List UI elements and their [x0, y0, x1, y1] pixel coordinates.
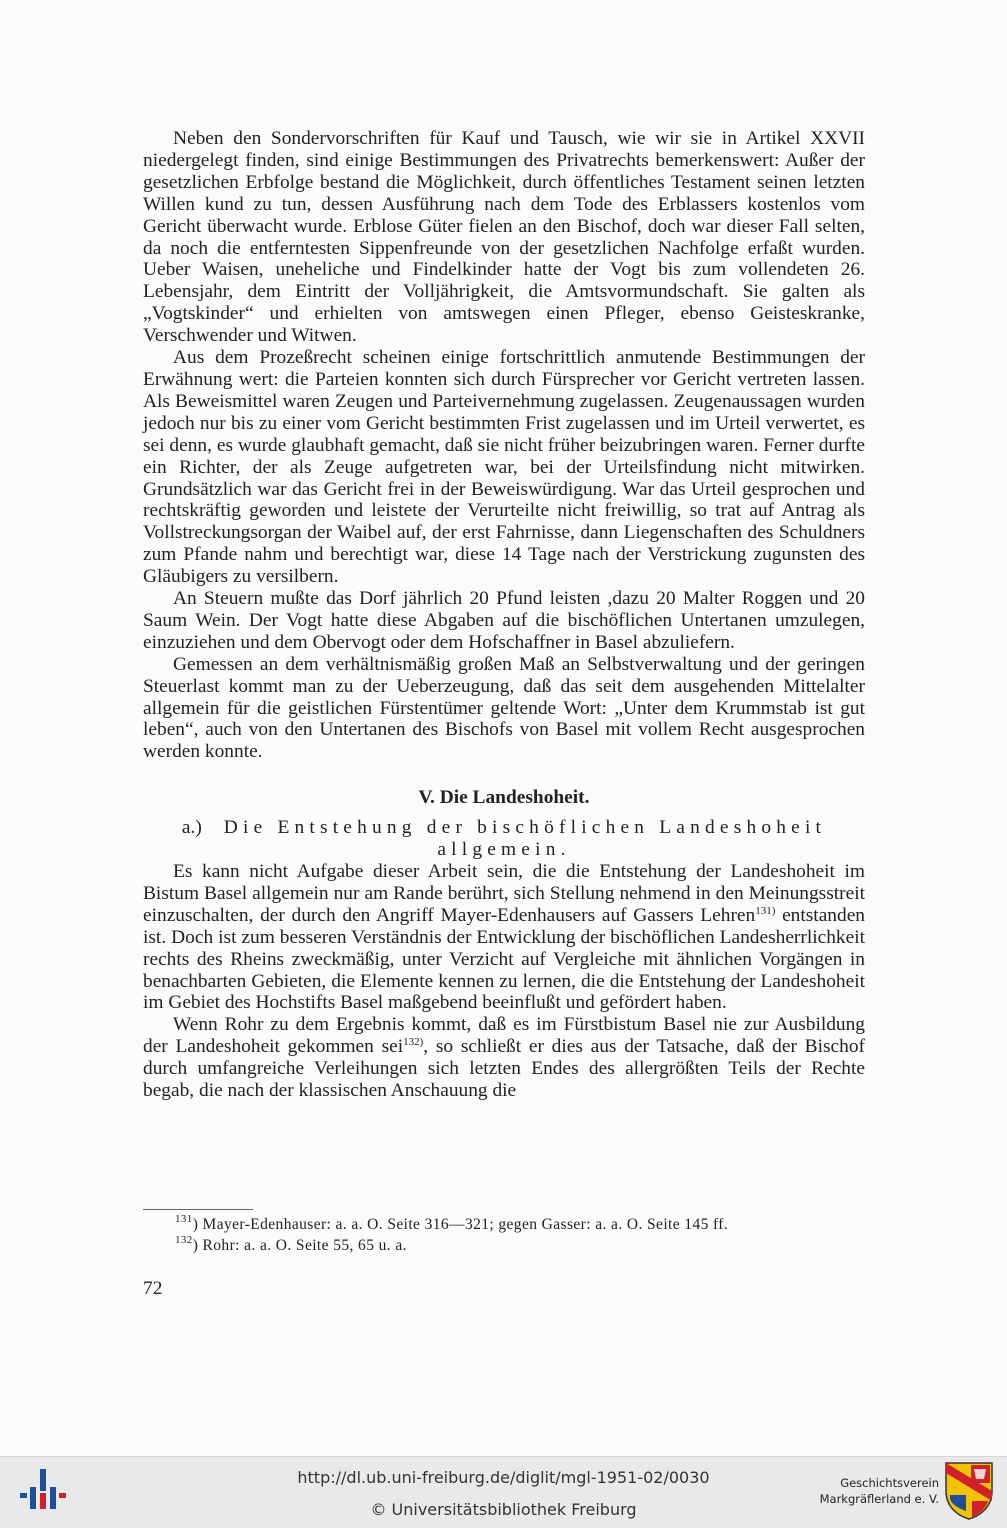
subsection-heading [143, 817, 865, 861]
paragraph-5-text-start: Es kann nicht Aufgabe dieser Arbeit sein, die die Entstehung der Landeshoheit im Bistum Basel allgemein nur am Rande berührt, sich Stellung nehmend in den Meinungsstreit einzuschalten, der durch den Angriff Mayer-Edenhausers auf Gassers Lehren [143, 861, 865, 926]
footnote-text: ) Rohr: a. a. O. Seite 55, 65 u. a. [192, 1237, 407, 1254]
footnote-131 [175, 1214, 865, 1235]
paragraph-1: Neben den Sondervorschriften für Kauf und Tausch, wie wir sie in Artikel XXVII niedergelegt finden, sind einige Bestimmungen des Privatrechts bemerkenswert: Außer der gesetzlichen Erbfolge bestand die Möglichkeit, durch öffentliches Testament seinen letzten Willen kund zu tun, dessen Ausführung nach dem Tode des Erblassers kostenlos vom Gericht überwacht wurde. Erblose Güter fielen an den Bischof, doch war dieser Fall selten, da noch die entferntesten Sippenfreunde von der gesetzlichen Nachfolge erfaßt wurden. Ueber Waisen, uneheliche und Findelkinder hatte der Vogt bis zum vollendeten 26. Lebensjahr, dem Eintritt der Volljährigkeit, die Amtsvormundschaft. Sie galten als „Vogtskinder“ und erhielten von amtswegen einen Pfleger, ebenso Geisteskranke, Verschwender und Witwen. [143, 128, 865, 347]
footnote-divider [143, 1209, 253, 1210]
coat-of-arms-icon[interactable] [944, 1461, 994, 1521]
footer-organization [820, 1475, 939, 1507]
paragraph-3: An Steuern mußte das Dorf jährlich 20 Pfund leisten ,dazu 20 Malter Roggen und 20 Saum Wein. Der Vogt hatte diese Abgaben auf die bischöflichen Untertanen umzulegen, einzuziehen und dem Obervogt oder dem Hofschaffner in Basel abzuliefern. [143, 588, 865, 653]
footnote-number: 131 [175, 1213, 193, 1225]
footer-org-line-2: Markgräflerland e. V. [819, 1492, 939, 1506]
paragraph-6 [143, 1014, 865, 1102]
body-text [143, 128, 865, 1102]
footnote-ref-132[interactable]: 132) [403, 1036, 424, 1049]
paragraph-2: Aus dem Prozeßrecht scheinen einige fortschrittlich anmutende Bestimmungen der Erwähnung wert: die Parteien konnten sich durch Fürsprecher vor Gericht vertreten lassen. Als Beweismittel waren Zeugen und Parteivernehmung zugelassen. Zeugenaussagen wurden jedoch nur bis zu einer vom Gericht bestimmten Frist zugelassen und im Urteil verwertet, es sei denn, es wurde glaubhaft gemacht, daß sie nicht früher beizubringen waren. Ferner durfte ein Richter, der als Zeuge aufgetreten war, bei der Urteilsfindung nicht mitwirken. Grundsätzlich war das Gericht frei in der Beweiswürdigung. War das Urteil gesprochen und rechtskräftig geworden und leistete der Verurteilte nicht freiwillig, so trat auf Antrag als Vollstreckungsorgan der Waibel auf, der erst Fahrnisse, dann Liegenschaften des Schuldners zum Pfande nahm und berechtigt war, diese 14 Tage nach der Verstrickung zugunsten des Gläubigers zu versilbern. [143, 347, 865, 588]
paragraph-6-text-start: Wenn Rohr zu dem Ergebnis kommt, daß es im Fürstbistum Basel nie zur Ausbildung der Landeshoheit gekommen sei [143, 1014, 865, 1058]
subsection-mark: a.) [181, 817, 202, 839]
paragraph-5 [143, 861, 865, 1014]
page-number: 72 [143, 1278, 163, 1299]
footer-copyright: © Universitätsbibliothek Freiburg [370, 1500, 637, 1519]
footnote-ref-131[interactable]: 131) [755, 904, 776, 917]
footnote-text: ) Mayer-Edenhauser: a. a. O. Seite 316—321; gegen Gasser: a. a. O. Seite 145 ff. [192, 1216, 729, 1233]
footer-url-link[interactable]: http://dl.ub.uni-freiburg.de/diglit/mgl-1951-02/0030 [297, 1468, 710, 1487]
paragraph-5-text-end: entstanden ist. Doch ist zum besseren Verständnis der Entwicklung der bischöflichen Landesherrlichkeit rechts des Rheins zweckmäßig, unter Verzicht auf Vergleiche mit ähnlichen Vorgängen in benachbarten Gebieten, die Elemente kennen zu lernen, die die Entstehung der Landeshoheit im Gebiet des Hochstifts Basel maßgebend beeinflußt und gefördert haben. [143, 904, 865, 1014]
paragraph-4: Gemessen an dem verhältnismäßig großen Maß an Selbstverwaltung und der geringen Steuerlast kommt man zu der Ueberzeugung, daß das seit dem ausgehenden Mittelalter allgemein für die geistlichen Fürstentümer geltende Wort: „Unter dem Krummstab ist gut leben“, auch von den Untertanen des Bischofs von Basel mit vollem Recht ausgesprochen werden konnte. [143, 653, 865, 763]
footnotes [175, 1214, 865, 1256]
section-heading: V. Die Landeshoheit. [418, 787, 590, 809]
footer-org-line-1: Geschichtsverein [840, 1476, 939, 1490]
subsection-title: Die Entstehung der bischöflichen Landeshoheit allgemein. [223, 817, 827, 861]
paragraph-6-text-end: , so schließt er dies aus der Tatsache, daß der Bischof durch umfangreiche Verleihungen sich letzten Endes des allergrößten Teils der Rechte begab, die nach der klassischen Anschauung die [143, 1036, 865, 1102]
footnote-number: 132 [175, 1234, 193, 1246]
footnote-132 [175, 1235, 865, 1256]
